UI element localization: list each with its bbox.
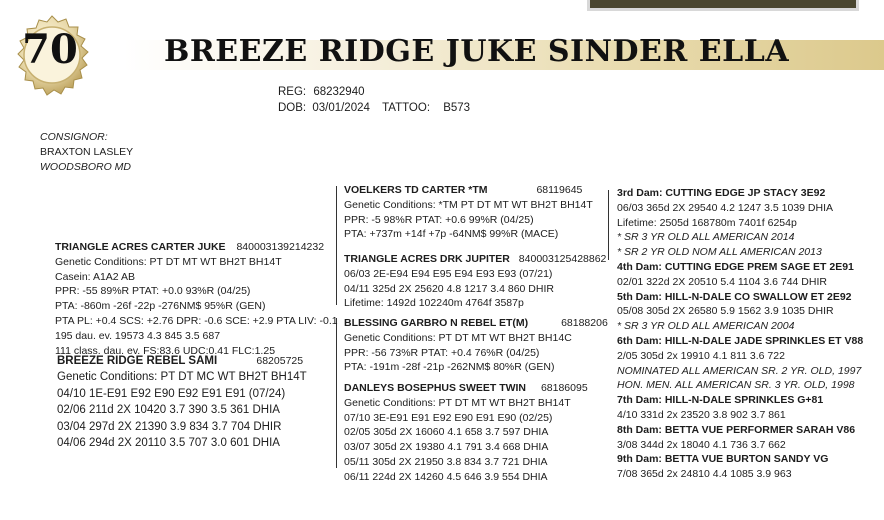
dam-dam-heading xyxy=(344,381,588,396)
dam-name: BREEZE RIDGE REBEL SAMI xyxy=(57,355,218,367)
sire-dam-heading xyxy=(344,252,606,267)
dam-entry-8 xyxy=(617,423,863,453)
dam-dam-name: DANLEYS BOSEPHUS SWEET TWIN xyxy=(344,382,527,394)
dam-sire-reg: 68188206 xyxy=(561,317,608,329)
dam-lineage xyxy=(617,186,863,482)
dam-line: 04/06 294d 2X 20110 3.5 707 3.0 601 DHIA xyxy=(57,437,280,450)
reg-number: 68232940 xyxy=(313,86,365,98)
dam-heading xyxy=(57,353,307,369)
tattoo-label: TATTOO: xyxy=(382,102,431,114)
dam-entry-3 xyxy=(617,186,863,260)
registration-row xyxy=(278,84,365,100)
dam-sire-block xyxy=(344,316,608,375)
sire-sire-line: PPR: -5 98%R PTAT: +0.6 99%R (04/25) xyxy=(344,213,534,226)
dam-dam-block xyxy=(344,381,588,485)
sire-heading xyxy=(55,240,338,255)
dam-entry-line: 05/08 305d 2X 26580 5.9 1562 3.9 1035 DHIR xyxy=(617,305,834,318)
dam-sire-line: Genetic Conditions: PT DT MT WT BH2T BH14C xyxy=(344,331,572,344)
animal-name: BREEZE RIDGE JUKE SINDER ELLA xyxy=(164,34,790,69)
dam-entry-line: 02/01 322d 2X 20510 5.4 1104 3.6 744 DHIR xyxy=(617,275,827,288)
dam-dam-line: 03/07 305d 2X 19380 4.1 791 3.4 668 DHIA xyxy=(344,441,549,454)
sire-dam-name: TRIANGLE ACRES DRK JUPITER xyxy=(344,253,510,265)
dam-entry-4 xyxy=(617,260,863,290)
dam-entry-9 xyxy=(617,452,863,482)
sire-dam-line: 04/11 325d 2X 25620 4.8 1217 3.4 860 DHIR xyxy=(344,282,554,295)
dam-entry-6 xyxy=(617,334,863,393)
dam-entry-honor: * SR 3 YR OLD ALL AMERICAN 2014 xyxy=(617,231,795,244)
dam-entry-honor: * SR 2 YR OLD NOM ALL AMERICAN 2013 xyxy=(617,246,822,259)
dam-entry-name: 7th Dam: HILL-N-DALE SPRINKLES G+81 xyxy=(617,394,824,407)
dam-entry-honor: * SR 3 YR OLD ALL AMERICAN 2004 xyxy=(617,320,795,333)
dam-entry-name: 3rd Dam: CUTTING EDGE JP STACY 3E92 xyxy=(617,187,826,199)
dam-dam-reg: 68186095 xyxy=(540,382,588,394)
dam-entry-line: 4/10 331d 2x 23520 3.8 902 3.7 861 xyxy=(617,408,786,421)
tattoo-value: B573 xyxy=(443,102,471,114)
dam-dam-line: 05/11 305d 2X 21950 3.8 834 3.7 721 DHIA xyxy=(344,455,548,468)
sire-sire-name: VOELKERS TD CARTER *TM xyxy=(344,184,488,196)
dam-entry-line: 7/08 365d 2x 24810 4.4 1085 3.9 963 xyxy=(617,468,792,481)
dam-entry-name: 8th Dam: BETTA VUE PERFORMER SARAH V86 xyxy=(617,423,856,436)
sire-sire-block xyxy=(344,183,593,242)
sire-reg: 840003139214232 xyxy=(236,241,325,253)
dam-dam-line: Genetic Conditions: PT DT MT WT BH2T BH14T xyxy=(344,396,571,409)
dam-sire-heading xyxy=(344,316,608,331)
sire-dam-line: Lifetime: 1492d 102240m 4764f 3587p xyxy=(344,297,524,310)
dam-entry-name: 9th Dam: BETTA VUE BURTON SANDY VG xyxy=(617,453,829,466)
consignor-name: BRAXTON LASLEY xyxy=(40,145,134,158)
sire-line: PTA PL: +0.4 SCS: +2.76 DPR: -0.6 SCE: +2.9 PTA LIV: -0.1 xyxy=(55,314,338,327)
sire-line: PTA: -860m -26f -22p -276NM$ 95%R (GEN) xyxy=(55,300,266,313)
dam-entry-line: Lifetime: 2505d 168780m 7401f 6254p xyxy=(617,216,797,229)
sire-sire-line: Genetic Conditions: *TM PT DT MT WT BH2T BH14T xyxy=(344,198,593,211)
dam-line: 03/04 297d 2X 21390 3.9 834 3.7 704 DHIR xyxy=(57,420,282,433)
dam-line: Genetic Conditions: PT DT MC WT BH2T BH14T xyxy=(57,371,307,384)
dam-entry-5 xyxy=(617,290,863,334)
lot-number: 70 xyxy=(22,26,78,73)
sire-line: 111 class. dau. ev. FS:83.6 UDC:0.41 FLC:1.25 xyxy=(55,344,276,357)
sire-line: Genetic Conditions: PT DT MT WT BH2T BH14T xyxy=(55,255,282,268)
dam-reg: 68205725 xyxy=(256,355,304,367)
dam-entry-name: 4th Dam: CUTTING EDGE PREM SAGE ET 2E91 xyxy=(617,260,854,273)
dam-dam-line: 02/05 305d 2X 16060 4.1 658 3.7 597 DHIA xyxy=(344,426,549,439)
dam-line: 04/10 1E-E91 E92 E90 E92 E91 E91 (07/24) xyxy=(57,387,286,400)
cow-photo xyxy=(587,0,859,11)
reg-label: REG: xyxy=(278,86,307,98)
sire-sire-line: PTA: +737m +14f +7p -64NM$ 99%R (MACE) xyxy=(344,228,559,241)
dob-row xyxy=(278,100,470,116)
dob-value: 03/01/2024 xyxy=(312,102,370,114)
dam-sire-line: PPR: -56 73%R PTAT: +0.4 76%R (04/25) xyxy=(344,346,540,359)
dob-label: DOB: xyxy=(278,102,307,114)
sire-dam-line: 06/03 2E-E94 E94 E95 E94 E93 E93 (07/21) xyxy=(344,267,553,280)
dam-entry-honor: HON. MEN. ALL AMERICAN SR. 3 YR. OLD, 1998 xyxy=(617,379,855,392)
consignor-block xyxy=(40,130,133,174)
dam-entry-line: 2/05 305d 2x 19910 4.1 811 3.6 722 xyxy=(617,349,785,362)
sire-line: PPR: -55 89%R PTAT: +0.0 93%R (04/25) xyxy=(55,285,251,298)
consignor-location: WOODSBORO MD xyxy=(40,160,131,173)
sire-line: Casein: A1A2 AB xyxy=(55,270,135,283)
dam-entry-7 xyxy=(617,393,863,423)
dam-sire-line: PTA: -191m -28f -21p -262NM$ 80%R (GEN) xyxy=(344,361,555,374)
dam-line: 02/06 211d 2X 10420 3.7 390 3.5 361 DHIA xyxy=(57,404,280,417)
sire-block xyxy=(55,240,338,358)
dam-block xyxy=(57,353,307,451)
sire-sire-reg: 68119645 xyxy=(536,184,583,196)
dam-dam-line: 07/10 3E-E91 E91 E92 E90 E91 E90 (02/25) xyxy=(344,411,553,424)
sire-dam-block xyxy=(344,252,606,311)
dam-sire-name: BLESSING GARBRO N REBEL ET(M) xyxy=(344,317,529,329)
dam-entry-line: 3/08 344d 2x 18040 4.1 736 3.7 662 xyxy=(617,438,786,451)
dam-entry-honor: NOMINATED ALL AMERICAN SR. 2 YR. OLD, 1997 xyxy=(617,364,862,377)
consignor-label: CONSIGNOR: xyxy=(40,131,108,143)
sire-name: TRIANGLE ACRES CARTER JUKE xyxy=(55,241,226,253)
dam-dam-line: 06/11 224d 2X 14260 4.5 646 3.9 554 DHIA xyxy=(344,470,548,483)
sire-line: 195 dau. ev. 19573 4.3 845 3.5 687 xyxy=(55,329,221,342)
sire-dam-reg: 840003125428862 xyxy=(518,253,607,265)
dam-entry-name: 6th Dam: HILL-N-DALE JADE SPRINKLES ET V88 xyxy=(617,334,864,347)
sire-sire-heading xyxy=(344,183,593,198)
dam-entry-name: 5th Dam: HILL-N-DALE CO SWALLOW ET 2E92 xyxy=(617,290,852,303)
pedigree-line-sire-dam xyxy=(608,190,609,260)
dam-entry-line: 06/03 365d 2X 29540 4.2 1247 3.5 1039 DHIA xyxy=(617,201,834,214)
